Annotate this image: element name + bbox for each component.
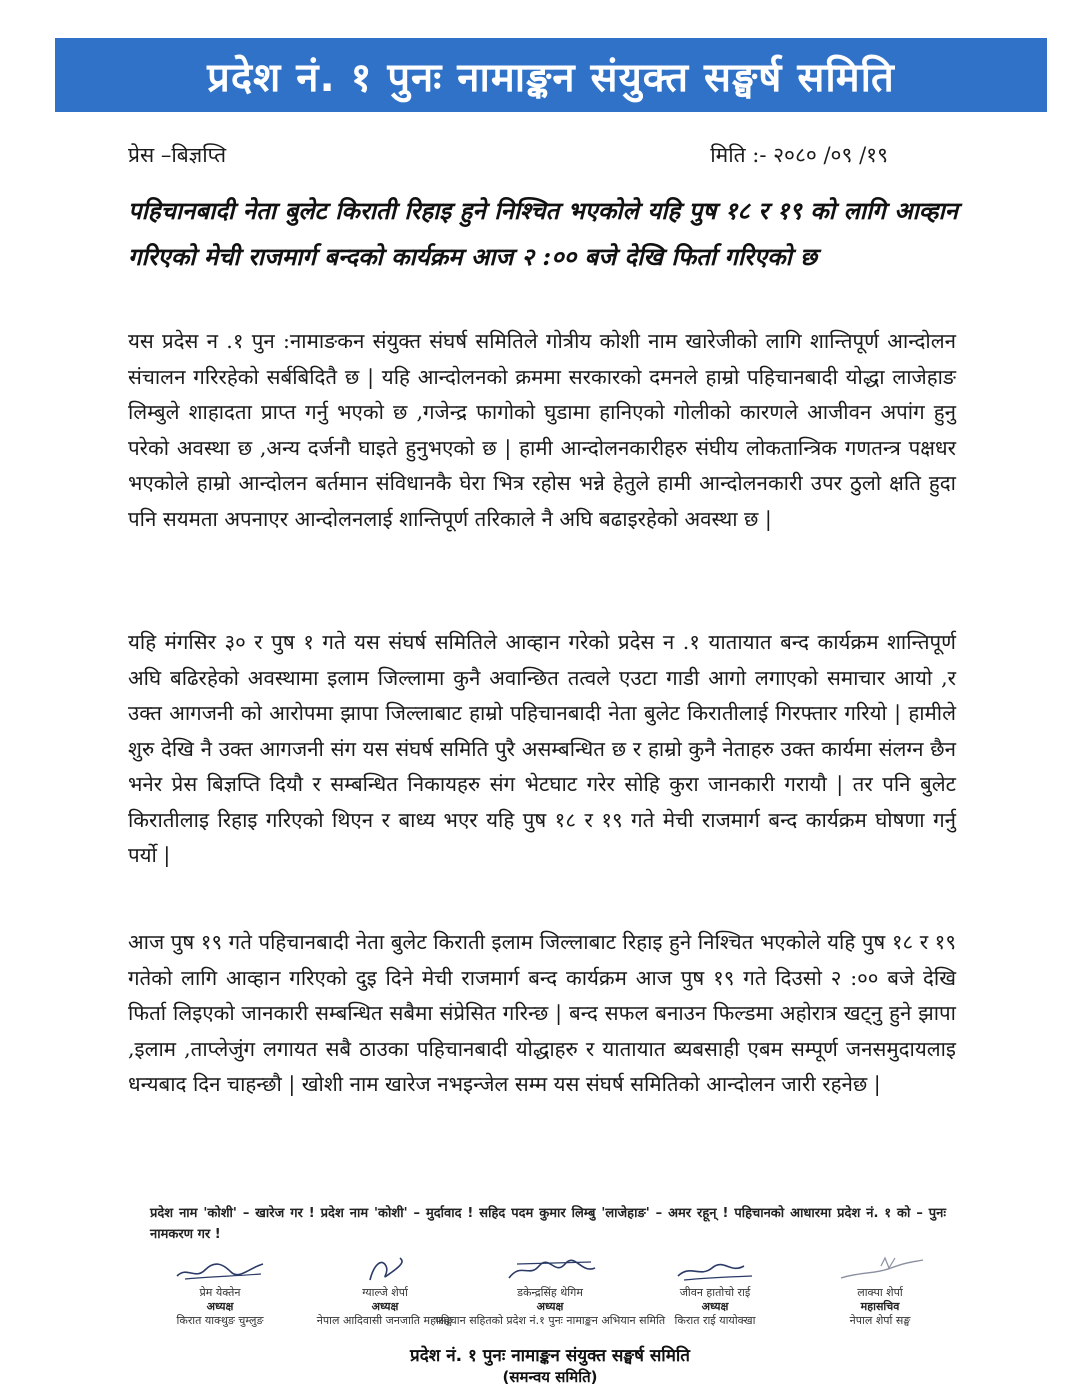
signature-image (495, 1252, 605, 1286)
headline: पहिचानबादी नेता बुलेट किराती रिहाइ हुने निश्चित भएकोले यहि पुष १८ र १९ को लागि आव्हान गरिएको मेची राजमार्ग बन्दको कार्यक्रम आज २ :०० बजे देखि फिर्ता गरिएको छ (128, 196, 958, 271)
signer-5 (800, 1252, 960, 1344)
signature-image (165, 1252, 275, 1286)
meta-row (128, 138, 888, 172)
signature-image (330, 1252, 440, 1286)
signer-role: अध्यक्ष (536, 1300, 564, 1313)
body-paragraph-2: यहि मंगसिर ३० र पुष १ गते यस संघर्ष समितिले आव्हान गरेको प्रदेस न .१ यातायात बन्द कार्यक्रम शान्तिपूर्ण अघि बढिरहेको अवस्थामा इलाम जिल्लामा कुनै अवान्छित तत्वले एउटा गाडी आगो लगाएको समाचार आयो ,र उक्त आगजनी को आरोपमा झापा जिल्लाबाट हाम्रो पहिचानबादी नेता बुलेट किरातीलाई गिरफ्तार गरियो | हामीले शुरु देखि नै उक्त आगजनी संग यस संघर्ष समिति पुरै असम्बन्धित छ र हाम्रो कुनै नेताहरु उक्त कार्यमा संलग्न छैन भनेर प्रेस बिज्ञप्ति दियौ र सम्बन्धित निकायहरु संग भेटघाट गरेर सोहि कुरा जानकारी गरायौ | तर पनि बुलेट किरातीलाइ रिहाइ गरिएको थिएन र बाध्य भएर यहि पुष १८ र १९ गते मेची राजमार्ग बन्द कार्यक्रम घोषणा गर्नु पर्यो | (128, 630, 956, 867)
signature-image (825, 1252, 935, 1286)
doc-type-label: प्रेस –बिज्ञप्ति (128, 143, 227, 167)
signer-name: प्रेम येक्तेन (199, 1286, 241, 1299)
signer-org: किरात याक्थुङ चुम्लुङ (176, 1314, 264, 1327)
signer-name: डकेन्द्रसिंह थेगिम (517, 1286, 583, 1299)
body-paragraph-3: आज पुष १९ गते पहिचानबादी नेता बुलेट किराती इलाम जिल्लाबाट रिहाइ हुने निश्चित भएकोले यहि पुष १८ र १९ गतेको लागि आव्हान गरिएको दुइ दिने मेची राजमार्ग बन्द कार्यक्रम आज पुष १९ गते दिउसो २ :०० बजे देखि फिर्ता लिइएको जानकारी सम्बन्धित सबैमा संप्रेसित गरिन्छ | बन्द सफल बनाउन फिल्डमा अहोरात्र खट्नु हुने झापा ,इलाम ,ताप्लेजुंग लगायत सबै ठाउका पहिचानबादी योद्धाहरु र यातायात ब्यबसाही एबम सम्पूर्ण जनसमुदायलाइ धन्यबाद दिन चाहन्छौ | खोशी नाम खारेज नभइन्जेल सम्म यस संघर्ष समितिको आन्दोलन जारी रहनेछ | (128, 930, 956, 1096)
footer-subtitle: (समन्वय समिति) (502, 1368, 598, 1386)
signer-4 (635, 1252, 795, 1344)
signer-name: लाक्पा शेर्पा (857, 1286, 903, 1299)
footer-title: प्रदेश नं. १ पुनः नामाङ्कन संयुक्त सङ्घर्ष समिति (410, 1346, 690, 1366)
signature-image (660, 1252, 770, 1286)
signer-role: अध्यक्ष (701, 1300, 729, 1313)
signer-org: नेपाल शेर्पा सङ्घ (849, 1314, 911, 1327)
signer-org: नेपाल आदिवासी जनजाति महासङ्घ (316, 1314, 454, 1327)
signer-role: महासचिव (860, 1300, 900, 1313)
signatories (140, 1252, 960, 1344)
signer-org: किरात राई यायोक्खा (674, 1314, 756, 1327)
slogan-text: प्रदेश नाम 'कोशी' – खारेज गर ! प्रदेश नाम 'कोशी' – मुर्दावाद ! सहिद पदम कुमार लिम्बु 'लाजेहाङ' – अमर रहून् ! पहिचानको आधारमा प्रदेश नं. १ को – पुनः नामकरण गर ! (150, 1206, 946, 1242)
header-banner (55, 38, 1047, 112)
signer-3 (434, 1252, 666, 1344)
signer-name: ग्याल्जे शेर्पा (362, 1286, 408, 1299)
signer-name: जीवन हातोचो राई (679, 1286, 751, 1299)
banner-title: प्रदेश नं. १ पुनः नामाङ्कन संयुक्त सङ्घर्ष समिति (207, 54, 895, 101)
signer-org: पहिचान सहितको प्रदेश नं.१ पुनः नामाङ्कन अभियान समिति (434, 1314, 666, 1327)
date-label: मिति :- २०८० /०९ /१९ (710, 143, 888, 167)
signer-role: अध्यक्ष (206, 1300, 234, 1313)
signer-1 (140, 1252, 300, 1344)
signer-role: अध्यक्ष (371, 1300, 399, 1313)
signer-2 (305, 1252, 465, 1344)
body-paragraph-1: यस प्रदेस न .१ पुन :नामाङकन संयुक्त संघर्ष समितिले गोत्रीय कोशी नाम खारेजीको लागि शान्तिपूर्ण आन्दोलन संचालन गरिरहेको सर्बबिदितै छ | यहि आन्दोलनको क्रममा सरकारको दमनले हाम्रो पहिचानबादी योद्धा लाजेहाङ लिम्बुले शाहादता प्राप्त गर्नु भएको छ ,गजेन्द्र फागोको घुडामा हानिएको गोलीको कारणले आजीवन अपांग हुनु परेको अवस्था छ ,अन्य दर्जनौ घाइते हुनुभएको छ | हामी आन्दोलनकारीहरु संघीय लोकतान्त्रिक गणतन्त्र पक्षधर भएकोले हाम्रो आन्दोलन बर्तमान संविधानकै घेरा भित्र रहोस भन्ने हेतुले हामी आन्दोलनकारी उपर ठुलो क्षति हुदा पनि सयमता अपनाएर आन्दोलनलाई शान्तिपूर्ण तरिकाले नै अघि बढाइरहेको अवस्था छ | (128, 329, 956, 531)
